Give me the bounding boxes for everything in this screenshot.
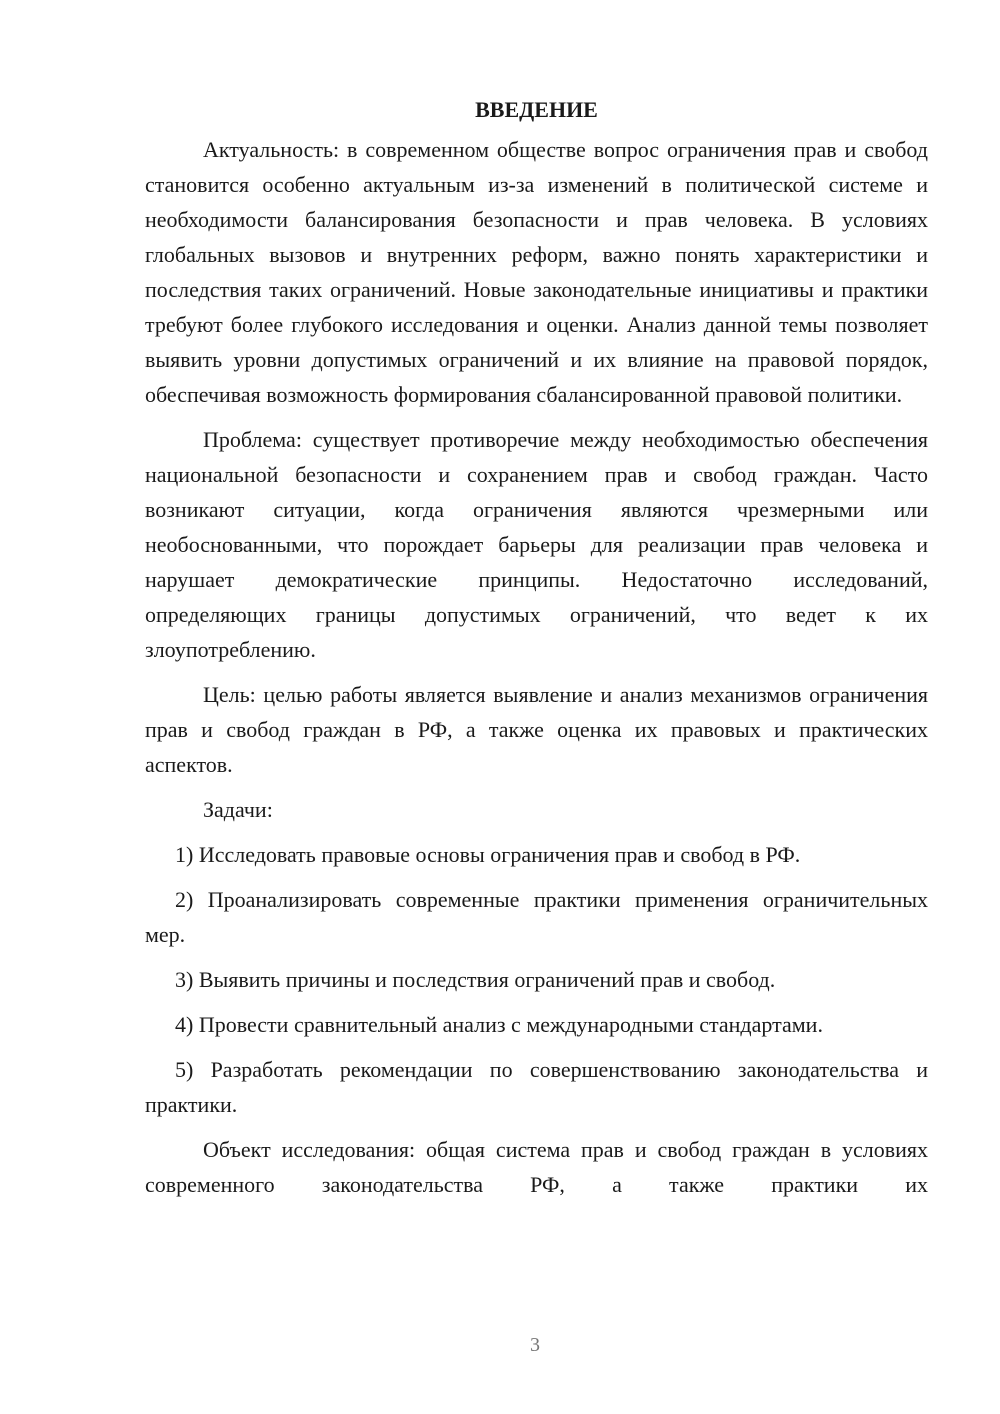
paragraph-actuality: Актуальность: в современном обществе вопрос ограничения прав и свобод становится особенно актуальным из-за изменений в политической системе и необходимости балансирования безопасности и прав человека. В условиях глобальных вызовов и внутренних реформ, важно понять характеристики и последствия таких ограничений. Новые законодательные инициативы и практики требуют более глубокого исследования и оценки. Анализ данной темы позволяет выявить уровни допустимых ограничений и их влияние на правовой порядок, обеспечивая возможность формирования сбалансированной правовой политики. bbox=[145, 137, 928, 407]
paragraph-goal: Цель: целью работы является выявление и анализ механизмов ограничения прав и свобод граждан в РФ, а также оценка их правовых и практических аспектов. bbox=[145, 682, 928, 777]
task-item-4: 4) Провести сравнительный анализ с международными стандартами. bbox=[175, 1012, 823, 1037]
task-item-1: 1) Исследовать правовые основы ограничения прав и свобод в РФ. bbox=[175, 842, 801, 867]
task-item-5: 5) Разработать рекомендации по совершенствованию законодательства и практики. bbox=[145, 1057, 928, 1117]
task-item-3: 3) Выявить причины и последствия ограничений прав и свобод. bbox=[175, 967, 776, 992]
paragraph-object: Объект исследования: общая система прав и свобод граждан в условиях современного законодательства РФ, а также практики их bbox=[145, 1137, 928, 1197]
page-number: 3 bbox=[530, 1334, 540, 1356]
task-item-2: 2) Проанализировать современные практики применения ограничительных мер. bbox=[145, 887, 928, 947]
paragraph-problem: Проблема: существует противоречие между необходимостью обеспечения национальной безопасности и сохранением прав и свобод граждан. Часто возникают ситуации, когда ограничения являются чрезмерными или необоснованными, что порождает барьеры для реализации прав человека и нарушает демократические принципы. Недостаточно исследований, определяющих границы допустимых ограничений, что ведет к их злоупотреблению. bbox=[145, 427, 928, 662]
section-title: ВВЕДЕНИЕ bbox=[475, 97, 598, 122]
document-page bbox=[145, 92, 928, 1212]
tasks-heading: Задачи: bbox=[203, 797, 273, 822]
